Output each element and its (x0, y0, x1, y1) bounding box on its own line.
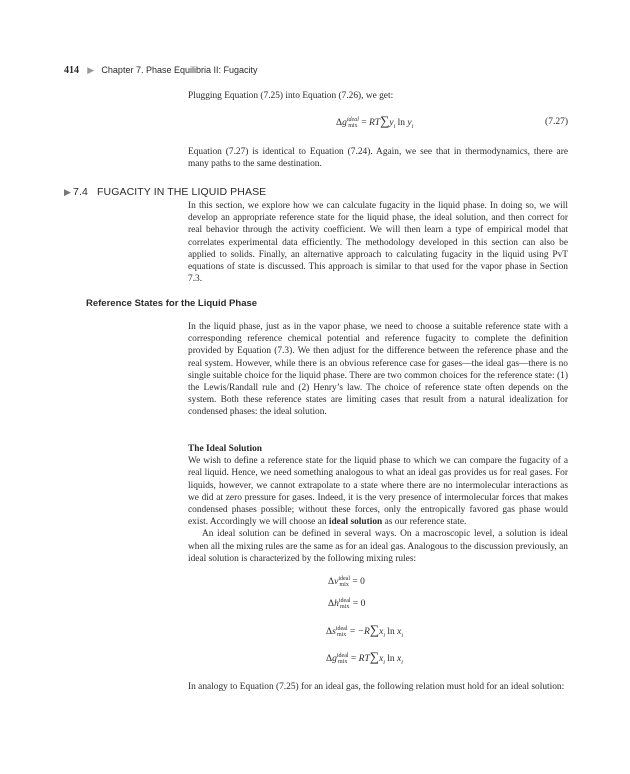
reference-states-paragraph: In the liquid phase, just as in the vapor phase, we need to choose a suitable reference state with a corresponding reference chemical potential and reference fugacity to complete the definition provided by Equation (7.3). We then adjust for the difference between the reference phase and the real system. However, while there is an obvious reference case for gases—the ideal gas—there is no single suitable choice for the liquid phase. There are two common choices for the reference state: (1) the Lewis/Randall rule and (2) Henry’s law. The choice of reference state often depends on the system. Both these reference states are limiting cases that result from a natural idealization for condensed phases: the ideal solution. (188, 322, 568, 418)
identical-paragraph: Equation (7.27) is identical to Equation (7.24). Again, we see that in thermodynamics, there are many paths to the same destination. (188, 147, 568, 170)
section-number: 7.4 (73, 186, 88, 198)
equation-dg-mix: Δgideal mix = $RT\sum x_i$ $\ln x_i$ (326, 649, 403, 666)
chapter-title: Chapter 7. Phase Equilibria II: Fugacity (101, 65, 258, 75)
ideal-solution-block (188, 443, 568, 565)
ideal-solution-paragraph-2: An ideal solution can be defined in several ways. On a macroscopic level, a solution is ideal when all the mixing rules are the same as for an ideal gas. Analogous to the discussion previously, an ideal solution is characterized by the following mixing rules: (188, 529, 568, 564)
plugging-paragraph: Plugging Equation (7.25) into Equation (7.26), we get: (188, 91, 394, 101)
section-title: FUGACITY IN THE LIQUID PHASE (97, 186, 267, 198)
running-header (64, 65, 258, 76)
section-heading (64, 186, 266, 198)
equation-7-27: Δgideal mix = $RT\sum y_i$ $\ln y_i$ (336, 113, 414, 130)
subsection-heading: Reference States for the Liquid Phase (86, 298, 258, 309)
ideal-solution-heading: The Ideal Solution (188, 444, 262, 454)
equation-dv-mix: Δvideal mix = 0 (328, 576, 365, 588)
equation-ds-mix: Δsideal mix = $-R\sum x_i$ $\ln x_i$ (326, 622, 404, 639)
equation-dh-mix: Δhideal mix = 0 (328, 598, 366, 610)
ideal-solution-paragraph-1: We wish to define a reference state for the liquid phase to which we can compare the fugacity of a real liquid. Hence, we need something analogous to what an ideal gas provides us for real gases. For liquids, however, we cannot extrapolate to a state where there are no intermolecular interactions as we did at zero pressure for gases. Indeed, it is the very presence of intermolecular forces that makes condensed phases possible; without these forces, only the entropically favored gas phase would exist. Accordingly we will choose an ideal solution as our reference state. (188, 456, 568, 528)
page-number: 414 (64, 65, 79, 76)
triangle-icon: ▶ (87, 65, 95, 75)
ideal-solution-paragraph-3: In analogy to Equation (7.25) for an ideal gas, the following relation must hold for an ideal solution: (188, 682, 565, 692)
equation-number-7-27: (7.27) (545, 117, 568, 127)
section-intro-paragraph: In this section, we explore how we can calculate fugacity in the liquid phase. In doing so, we will develop an appropriate reference state for the liquid phase, the ideal solution, and then correct for real behavior through the activity coefficient. We will then learn a type of empirical model that correlates experimental data efficiently. The methodology developed in this section can also be applied to solids. Finally, an alternative approach to calculating fugacity in the liquid using PvT equations of state is discussed. This approach is similar to that used for the vapor phase in Section 7.3. (188, 201, 568, 285)
triangle-icon: ▶ (64, 187, 72, 197)
